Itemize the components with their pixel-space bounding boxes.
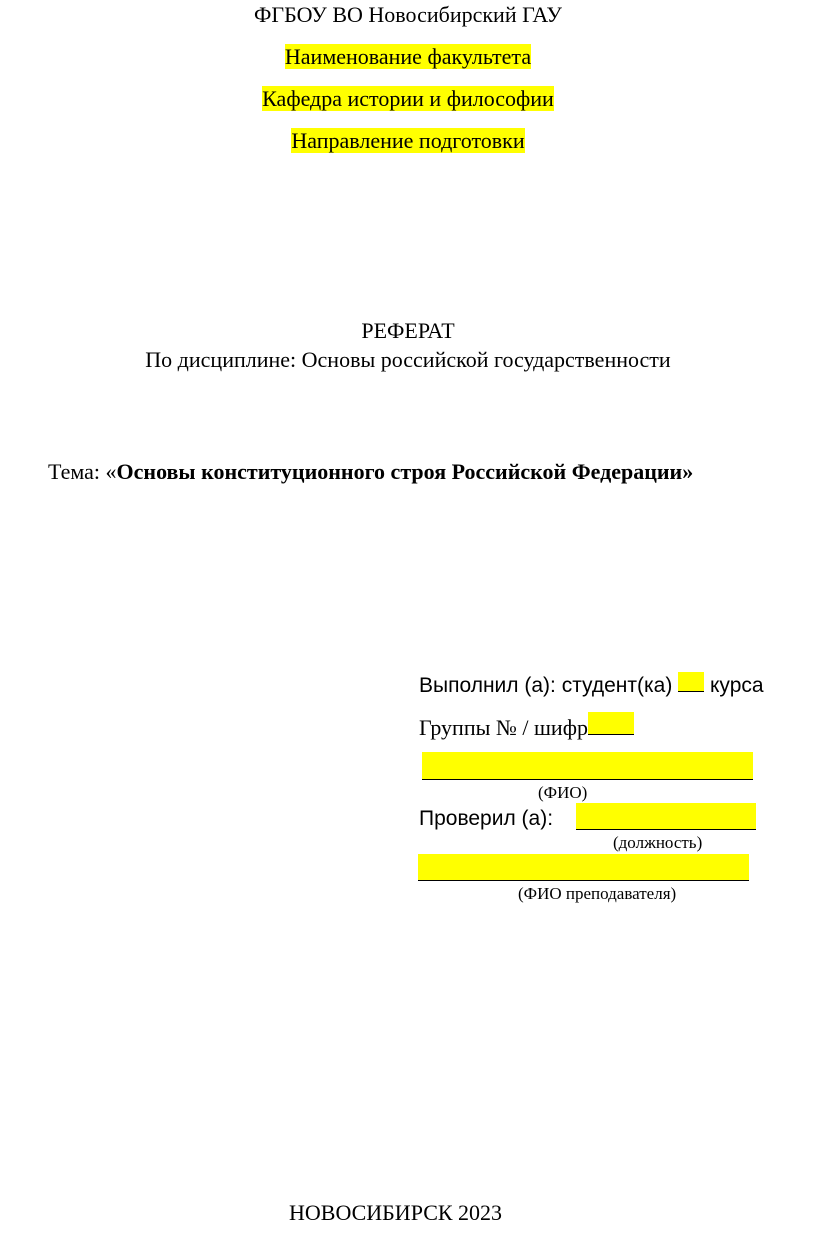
checked-line — [419, 807, 553, 831]
checked-label: Проверил (а): — [419, 807, 554, 830]
group-line — [419, 712, 634, 741]
topic-text: Основы конституционного строя Российской Федерации» — [116, 459, 694, 484]
performed-label: Выполнил (а): студент(ка) — [419, 674, 673, 697]
topic-prefix: Тема: « — [48, 459, 117, 484]
group-field[interactable] — [588, 712, 634, 735]
group-label: Группы № / шифр — [419, 715, 588, 740]
position-caption: (должность) — [613, 833, 703, 852]
course-suffix: курса — [710, 674, 764, 697]
course-field[interactable] — [678, 672, 704, 692]
performed-line — [419, 672, 764, 698]
discipline-line: По дисциплине: Основы российской государственности — [145, 347, 671, 372]
direction-name: Направление подготовки — [291, 128, 525, 153]
faculty-name: Наименование факультета — [284, 44, 532, 69]
institution-name: ФГБОУ ВО Новосибирский ГАУ — [254, 2, 562, 27]
teacher-fio-caption: (ФИО преподавателя) — [518, 884, 677, 903]
topic-line — [48, 459, 693, 485]
department-name: Кафедра истории и философии — [262, 86, 554, 111]
teacher-fio-field[interactable] — [418, 854, 749, 881]
doc-type: РЕФЕРАТ — [361, 318, 455, 343]
student-fio-field[interactable] — [422, 752, 753, 780]
fio-caption: (ФИО) — [538, 783, 588, 802]
city-year: НОВОСИБИРСК 2023 — [289, 1200, 503, 1225]
position-field[interactable] — [576, 803, 756, 830]
